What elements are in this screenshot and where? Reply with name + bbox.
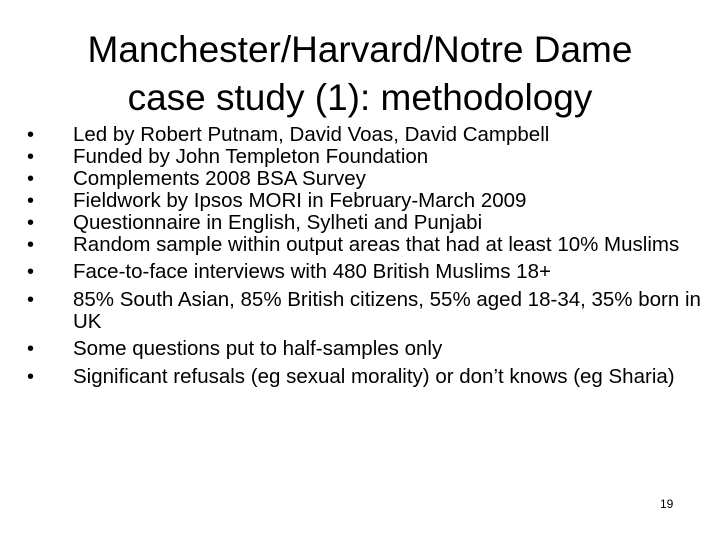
bullet-icon: • bbox=[27, 365, 35, 388]
bullet-icon: • bbox=[27, 338, 35, 361]
bullet-icon: • bbox=[27, 234, 35, 256]
bullet-icon: • bbox=[27, 261, 35, 284]
bullet-list bbox=[27, 124, 707, 393]
slide-title-line-1: Manchester/Harvard/Notre Dame bbox=[87, 29, 633, 70]
bullet-icon: • bbox=[27, 288, 35, 311]
bullet-text: 85% South Asian, 85% British citizens, 55% aged 18-34, 35% born in UK bbox=[73, 287, 701, 333]
bullet-item bbox=[27, 212, 707, 234]
bullet-text: Face-to-face interviews with 480 British Muslims 18+ bbox=[73, 260, 551, 284]
bullet-text: Funded by John Templeton Foundation bbox=[73, 145, 429, 168]
bullet-icon: • bbox=[27, 168, 35, 190]
bullet-item bbox=[27, 234, 707, 256]
bullet-icon: • bbox=[27, 212, 35, 234]
bullet-item bbox=[27, 366, 707, 388]
bullet-text: Significant refusals (eg sexual morality) or don’t knows (eg Sharia) bbox=[73, 364, 675, 388]
bullet-icon: • bbox=[27, 190, 35, 212]
bullet-text: Complements 2008 BSA Survey bbox=[73, 167, 366, 190]
bullet-item bbox=[27, 289, 707, 333]
slide-title-line-2: case study (1): methodology bbox=[127, 77, 593, 118]
bullet-text: Some questions put to half-samples only bbox=[73, 337, 443, 361]
page-number: 19 bbox=[660, 497, 674, 511]
bullet-text: Led by Robert Putnam, David Voas, David Campbell bbox=[73, 123, 550, 146]
bullet-text: Questionnaire in English, Sylheti and Punjabi bbox=[73, 211, 483, 234]
bullet-item bbox=[27, 124, 707, 146]
bullet-item bbox=[27, 190, 707, 212]
bullet-item bbox=[27, 146, 707, 168]
bullet-item bbox=[27, 261, 707, 283]
slide-title bbox=[0, 26, 720, 122]
bullet-icon: • bbox=[27, 124, 35, 146]
bullet-item bbox=[27, 168, 707, 190]
bullet-text: Fieldwork by Ipsos MORI in February-March 2009 bbox=[73, 189, 527, 212]
bullet-icon: • bbox=[27, 146, 35, 168]
bullet-item bbox=[27, 338, 707, 360]
bullet-text: Random sample within output areas that had at least 10% Muslims bbox=[73, 233, 680, 256]
